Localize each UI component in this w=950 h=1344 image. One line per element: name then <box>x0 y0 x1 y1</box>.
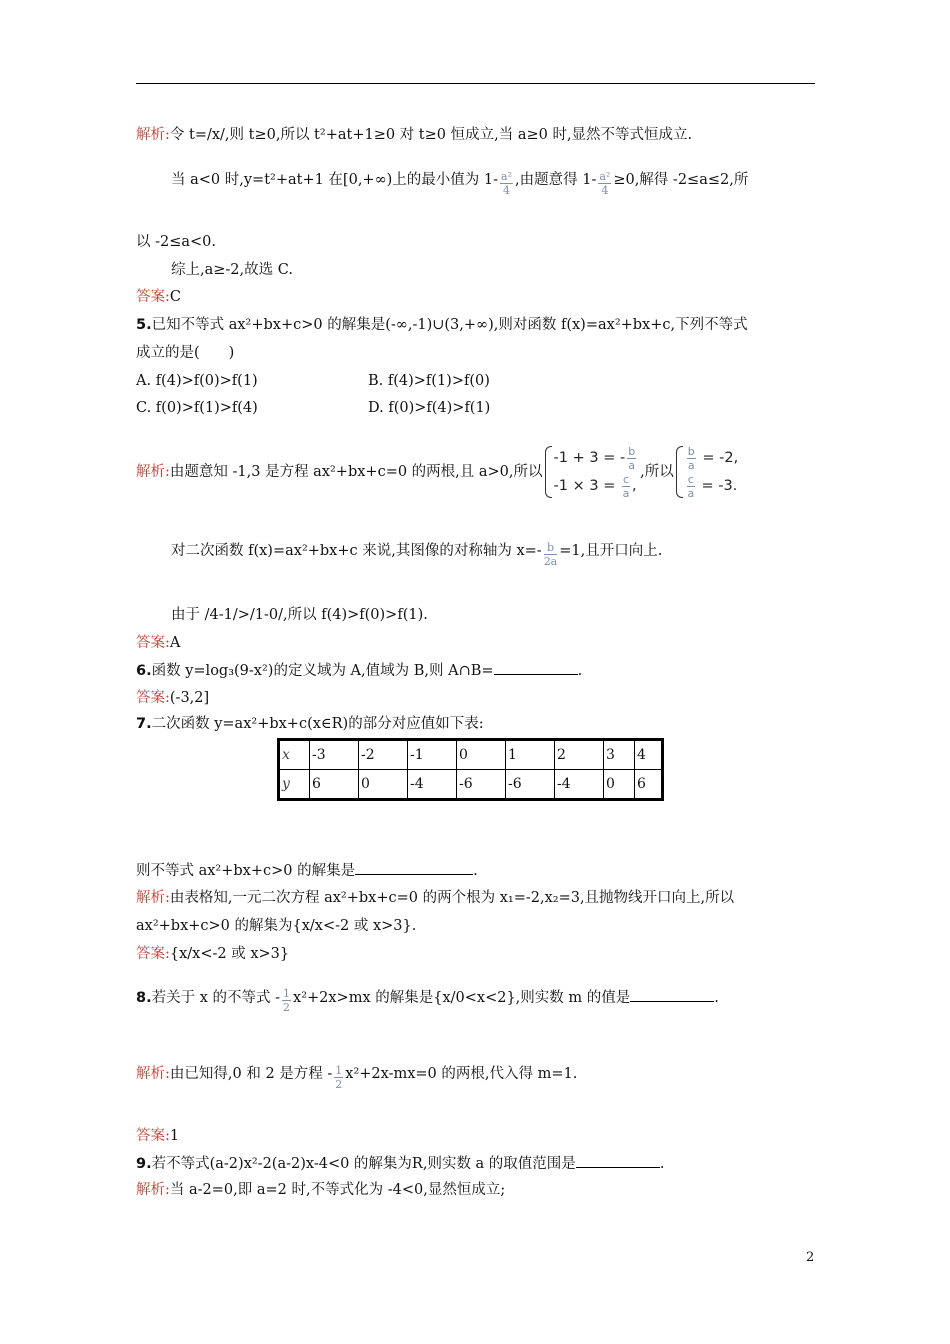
q5-stem1: 已知不等式 ax²+bx+c>0 的解集是(-∞,-1)∪(3,+∞),则对函数 f(x)=ax²+bx+c,下列不等式 <box>151 317 748 333</box>
table-cell: 1 <box>506 740 555 770</box>
q7-stem <box>136 714 484 734</box>
q8-answer-blank <box>630 987 714 1002</box>
q9-jiexi <box>136 1180 505 1200</box>
sys1-r1-den: a <box>628 458 636 472</box>
q8-frac-den: 2 <box>283 1001 291 1014</box>
q9-stem-end: . <box>659 1156 665 1172</box>
q9-number: 9. <box>136 1156 152 1172</box>
table-cell: -2 <box>359 740 408 770</box>
q9-jiexi-text: 当 a-2=0,即 a=2 时,不等式化为 -4<0,显然恒成立; <box>169 1182 506 1198</box>
q4-jiexi-line2 <box>171 170 748 197</box>
q6-answer-value: (-3,2] <box>169 690 210 706</box>
table-cell: 0 <box>457 740 506 770</box>
table-header-x: x <box>279 740 310 770</box>
q8-answer <box>136 1126 179 1146</box>
sys2-r1-frac <box>687 445 696 472</box>
daan-label: 答案: <box>136 946 170 962</box>
q9-answer-blank <box>576 1153 660 1168</box>
sys1-r1-text: -1 + 3 = - <box>553 450 626 466</box>
q6-stem <box>136 660 582 681</box>
q7-jiexi-line1 <box>136 888 734 908</box>
q4-frac2-num: a² <box>599 170 611 183</box>
q4-jiexi-line1 <box>136 125 692 145</box>
sys1-r2-end: , <box>632 478 637 494</box>
page-number: 2 <box>806 1250 815 1265</box>
q5-equation-system-2 <box>676 444 738 500</box>
sys1-r2-frac <box>622 473 630 500</box>
q6-number: 6. <box>136 663 152 679</box>
table-cell: 0 <box>604 770 635 800</box>
q5-option-c: C. f(0)>f(1)>f(4) <box>136 400 258 416</box>
table-cell: -4 <box>408 770 457 800</box>
q8-jiexi-a: 由已知得,0 和 2 是方程 - <box>169 1066 333 1082</box>
table-cell: 4 <box>635 740 663 770</box>
q8-jiexi-frac-num: 1 <box>335 1064 343 1077</box>
left-brace-icon <box>676 446 683 498</box>
sys2-r2-den: a <box>687 486 695 500</box>
q9-stem <box>136 1153 664 1174</box>
sys1-row2 <box>554 472 639 500</box>
q7-answer <box>136 944 289 964</box>
sys2-r2-frac <box>687 473 695 500</box>
left-brace-icon <box>545 446 552 498</box>
q8-jiexi-b: x²+2x-mx=0 的两根,代入得 m=1. <box>345 1066 578 1082</box>
table-cell: 6 <box>310 770 359 800</box>
table-cell: 3 <box>604 740 635 770</box>
q7-jiexi-line2: ax²+bx+c>0 的解集为{x/x<-2 或 x>3}. <box>136 918 417 934</box>
jiexi-label: 解析: <box>136 1182 170 1198</box>
q4-jiexi-line3: 以 -2≤a<0. <box>136 234 217 250</box>
q5-stem-line2: 成立的是( ) <box>136 345 235 361</box>
q6-answer <box>136 688 209 708</box>
q4-jiexi-line4: 综上,a≥-2,故选 C. <box>171 262 293 278</box>
jiexi-label: 解析: <box>136 890 170 906</box>
q5-p2-den: 2a <box>543 555 558 568</box>
q8-number: 8. <box>136 990 152 1006</box>
table-cell: -3 <box>310 740 359 770</box>
sys1-r2-text: -1 × 3 = <box>553 478 620 494</box>
q7-ask-text: 则不等式 ax²+bx+c>0 的解集是 <box>136 863 356 879</box>
q5-jiexi-line3: 由于 /4-1/>/1-0/,所以 f(4)>f(0)>f(1). <box>171 607 428 623</box>
q5-answer-value: A <box>169 635 181 651</box>
q4-jiexi-text: 令 t=/x/,则 t≥0,所以 t²+at+1≥0 对 t≥0 恒成立,当 a≥0 时,显然不等式恒成立. <box>169 127 693 143</box>
q4-frac1-num: a² <box>501 170 513 183</box>
q7-ask-end: . <box>473 863 478 879</box>
q5-p2-text-a: 对二次函数 f(x)=ax²+bx+c 来说,其图像的对称轴为 x=- <box>171 543 542 559</box>
q4-fraction-1 <box>500 170 513 197</box>
q7-jiexi1: 由表格知,一元二次方程 ax²+bx+c=0 的两个根为 x₁=-2,x₂=3,且抛物线开口向上,所以 <box>169 890 735 906</box>
q7-stem-text: 二次函数 y=ax²+bx+c(x∈R)的部分对应值如下表: <box>151 716 484 732</box>
jiexi-label: 解析: <box>136 127 170 143</box>
sys2-r1-text: = -2, <box>697 450 739 466</box>
table-row-y <box>279 770 663 800</box>
daan-label: 答案: <box>136 690 170 706</box>
q5-option-b: B. f(4)>f(1)>f(0) <box>368 373 490 389</box>
q5-p2-frac <box>544 541 558 568</box>
sys2-r1-num: b <box>687 444 695 458</box>
table-cell: 2 <box>555 740 604 770</box>
jiexi-label: 解析: <box>136 464 170 480</box>
q8-stem-frac <box>282 987 291 1014</box>
sys1-r2-den: a <box>622 486 630 500</box>
table-cell: -6 <box>506 770 555 800</box>
q5-p2-num: b <box>544 541 558 555</box>
q5-jiexi-line1 <box>136 441 740 503</box>
daan-label: 答案: <box>136 635 170 651</box>
q7-value-table <box>277 738 664 801</box>
q4-answer-value: C <box>169 289 181 305</box>
table-row-x <box>279 740 663 770</box>
q7-answer-blank <box>355 860 473 875</box>
jiexi-label: 解析: <box>136 1066 170 1082</box>
q5-option-d: D. f(0)>f(4)>f(1) <box>368 400 491 416</box>
q5-equation-system-1 <box>545 444 639 500</box>
sys2-r1-den: a <box>687 458 695 472</box>
table-cell: -6 <box>457 770 506 800</box>
q9-stem-text: 若不等式(a-2)x²-2(a-2)x-4<0 的解集为R,则实数 a 的取值范围是 <box>151 1156 576 1172</box>
daan-label: 答案: <box>136 289 170 305</box>
q8-stem <box>136 987 719 1014</box>
q5-jiexi-a: 由题意知 -1,3 是方程 ax²+bx+c=0 的两根,且 a>0,所以 <box>169 464 543 480</box>
q4-text-c: ≥0,解得 -2≤a≤2,所 <box>613 172 749 188</box>
q5-jiexi-line2 <box>171 541 662 568</box>
q4-frac1-den: 4 <box>503 184 511 197</box>
table-cell: 6 <box>635 770 663 800</box>
q8-answer-value: 1 <box>169 1128 180 1144</box>
table-cell: -1 <box>408 740 457 770</box>
q7-ask <box>136 860 478 881</box>
q6-answer-blank <box>494 660 578 675</box>
sys2-r2-num: c <box>687 472 694 486</box>
table-header-y: y <box>279 770 310 800</box>
q8-jiexi-frac <box>334 1064 343 1091</box>
q4-text-a: 当 a<0 时,y=t²+at+1 在[0,+∞)上的最小值为 1- <box>171 172 499 188</box>
q8-stem-end: . <box>714 990 719 1006</box>
q8-jiexi <box>136 1064 577 1091</box>
q4-fraction-2 <box>598 170 611 197</box>
q8-frac-num: 1 <box>283 987 291 1000</box>
table-cell: 0 <box>359 770 408 800</box>
sys1-r1-frac <box>627 445 636 472</box>
sys2-row1 <box>685 444 738 472</box>
q8-stem-b: x²+2x>mx 的解集是{x/0<x<2},则实数 m 的值是 <box>293 990 631 1006</box>
q5-p2-text-b: =1,且开口向上. <box>559 543 663 559</box>
header-rule <box>136 83 815 84</box>
q5-number: 5. <box>136 317 152 333</box>
sys2-row2 <box>685 472 738 500</box>
q7-number: 7. <box>136 716 152 732</box>
q8-jiexi-frac-den: 2 <box>335 1078 343 1091</box>
q5-answer <box>136 633 180 653</box>
q7-answer-value: {x/x<-2 或 x>3} <box>169 946 290 962</box>
daan-label: 答案: <box>136 1128 170 1144</box>
q6-stem-end: . <box>577 663 583 679</box>
q4-frac2-den: 4 <box>601 184 609 197</box>
q6-stem-text: 函数 y=log₃(9-x²)的定义域为 A,值域为 B,则 A∩B= <box>151 663 494 679</box>
q4-answer <box>136 287 181 307</box>
sys2-r2-text: = -3. <box>696 478 738 494</box>
q5-jiexi-mid: ,所以 <box>640 464 674 480</box>
sys1-row1 <box>554 444 639 472</box>
table-cell: -4 <box>555 770 604 800</box>
sys1-r2-num: c <box>622 472 630 486</box>
q4-text-b: ,由题意得 1- <box>515 172 597 188</box>
q5-option-a: A. f(4)>f(0)>f(1) <box>136 373 258 389</box>
q5-stem-line1 <box>136 315 748 335</box>
sys1-r1-num: b <box>628 444 636 458</box>
q8-stem-a: 若关于 x 的不等式 - <box>151 990 281 1006</box>
